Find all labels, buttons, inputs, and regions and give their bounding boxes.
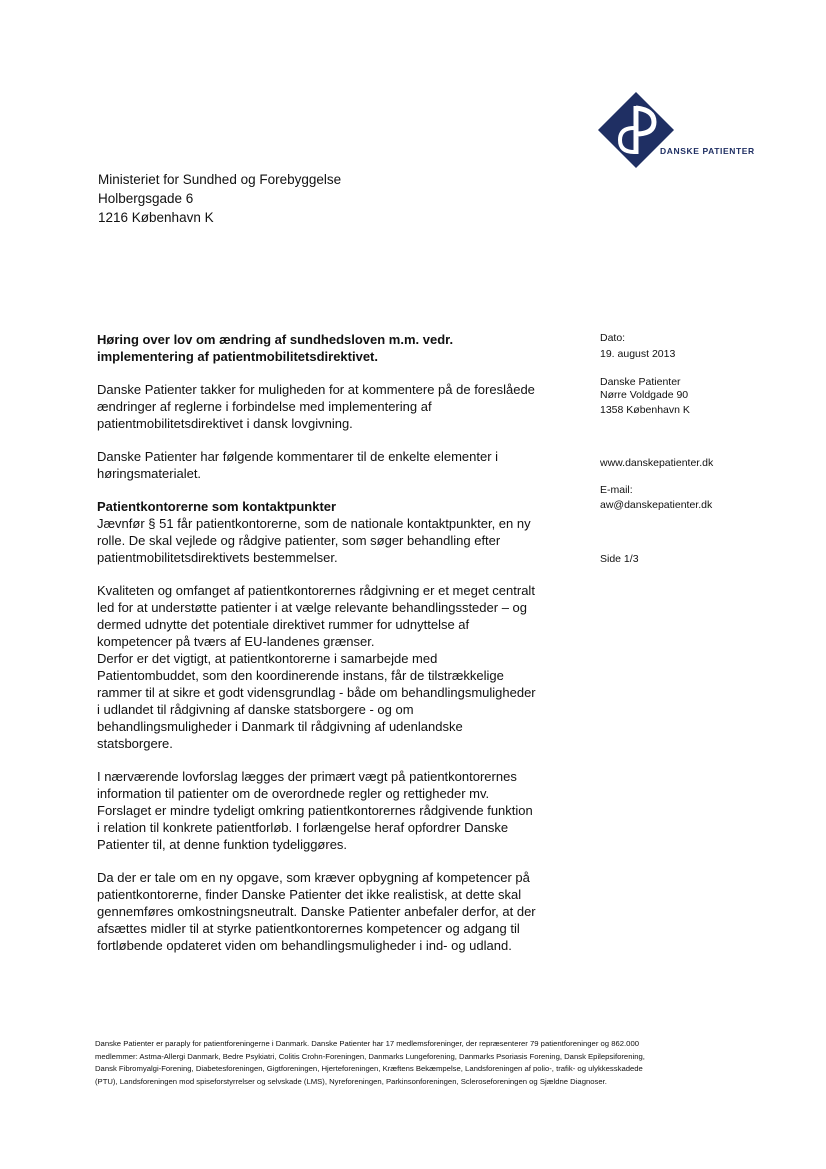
footer-line: (PTU), Landsforeningen mod spiseforstyrrelser og selvskade (LMS), Nyreforeningen, Parkinsonforeningen, Scleroseforeningen og Sjældne Diagnoser. (95, 1076, 607, 1086)
danske-patienter-logo (598, 92, 674, 168)
sender-name: Danske Patienter (600, 376, 681, 388)
paragraph-section51: Jævnfør § 51 får patientkontorerne, som de nationale kontaktpunkter, en ny rolle. De skal vejlede og rådgive patienter, som søger behandling efter patientmobilitetsdirektivets bestemmelser. (97, 516, 531, 565)
date-value: 19. august 2013 (600, 348, 676, 360)
paragraph-intro: Danske Patienter takker for muligheden for at kommentere på de foreslåede ændringer af reglerne i forbindelse med implementering af patientmobilitetsdirektivet i dansk lovgivning. (97, 382, 535, 431)
footer-note (95, 1038, 743, 1088)
footer-line: Dansk Fibromyalgi-Forening, Diabetesforeningen, Gigtforeningen, Hjerteforeningen, Kræftens Bekæmpelse, Landsforeningen af polio-, trafik- og ulykkesskadede (95, 1064, 643, 1073)
date-label: Dato: (600, 332, 626, 344)
section-heading: Patientkontorerne som kontaktpunkter (97, 499, 337, 514)
recipient-street: Holbergsgade 6 (98, 191, 194, 206)
footer-line: medlemmer: Astma-Allergi Danmark, Bedre Psykiatri, Colitis Crohn-Foreningen, Danmarks Lungeforening, Danmarks Psoriasis Forening, Dansk Epilepsiforening, (95, 1051, 645, 1061)
logo-wordmark: DANSKE PATIENTER (660, 146, 755, 156)
footer-line: Danske Patienter er paraply for patientforeningerne i Danmark. Danske Patienter har 17 medlemsforeninger, der repræsenterer 79 patientforeninger og 862.000 (95, 1039, 639, 1048)
paragraph-quality: Kvaliteten og omfanget af patientkontorernes rådgivning er et meget centralt led for at understøtte patienter i at vælge relevante behandlingssteder – og dermed udnytte det potentiale direktivet rummer for udnyttelse af kompetencer på tværs af EU-landenes grænser. (97, 583, 535, 649)
sender-address (600, 375, 690, 418)
date-block (600, 331, 675, 362)
recipient-name: Ministeriet for Sundhed og Forebyggelse (98, 172, 342, 187)
page-number: Side 1/3 (600, 553, 639, 565)
paragraph-funding: Da der er tale om en ny opgave, som kræver opbygning af kompetencer på patientkontorerne, finder Danske Patienter det ikke realistisk, at dette skal gennemføres omkostningsneutralt. Danske Patienter anbefaler derfor, at der afsættes midler til at styrke patientkontorernes kompetencer og adgang til fortløbende opdateret viden om behandlingsmuligheder i ind- og udland. (97, 870, 536, 953)
paragraph-proposal: I nærværende lovforslag lægges der primært vægt på patientkontorernes information til patienter om de overordnede regler og rettigheder mv. Forslaget er mindre tydeligt omkring patientkontorernes rådgivende funktion i relation til konkrete patientforløb. I forlængelse heraf opfordrer Danske Patienter til, at denne funktion tydeliggøres. (97, 769, 533, 852)
recipient-address (98, 170, 341, 227)
email-block (600, 483, 712, 513)
letter-body (97, 331, 537, 954)
letter-subject: Høring over lov om ændring af sundhedsloven m.m. vedr. implementering af patientmobilitetsdirektivet. (97, 332, 454, 364)
recipient-city: 1216 København K (98, 210, 214, 225)
sender-city: 1358 København K (600, 404, 690, 416)
paragraph-comments: Danske Patienter har følgende kommentarer til de enkelte elementer i høringsmaterialet. (97, 449, 499, 481)
email-address: aw@danskepatienter.dk (600, 499, 713, 511)
email-label: E-mail: (600, 484, 633, 496)
paragraph-importance: Derfor er det vigtigt, at patientkontorerne i samarbejde med Patientombuddet, som den koordinerende instans, får de tilstrækkelige rammer til at sikre et godt vidensgrundlag - både om behandlingsmuligheder i udlandet til rådgivning af danske statsborgere - og om behandlingsmuligheder i Danmark til rådgivning af udenlandske statsborgere. (97, 651, 536, 751)
sender-street: Nørre Voldgade 90 (600, 389, 689, 401)
website: www.danskepatienter.dk (600, 457, 714, 469)
